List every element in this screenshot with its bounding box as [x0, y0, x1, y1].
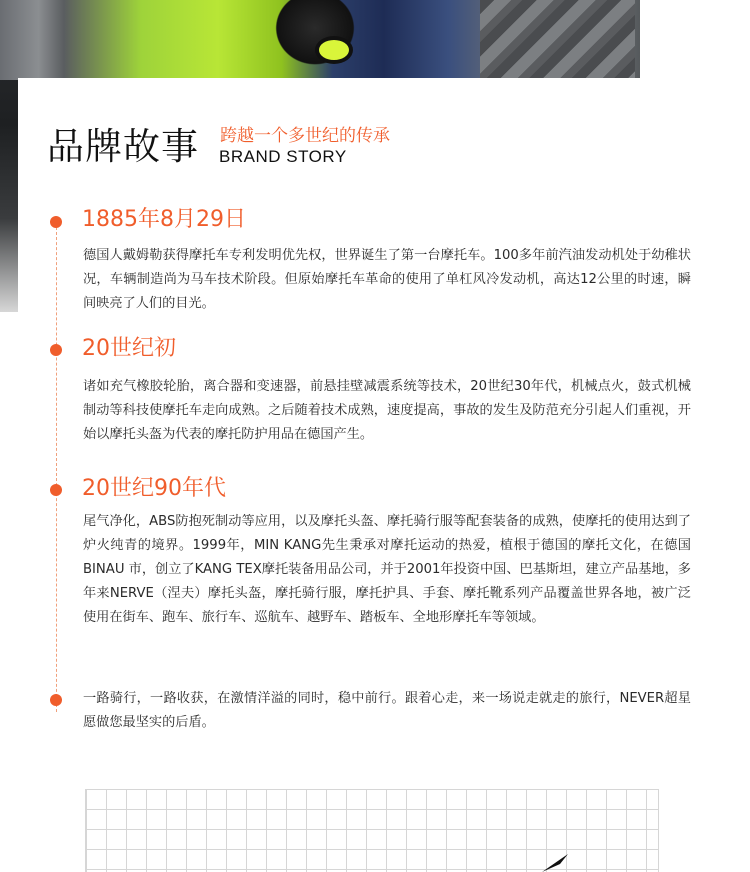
timeline-dot [50, 694, 62, 706]
timeline-text: 德国人戴姆勒获得摩托车专利发明优先权，世界诞生了第一台摩托车。100多年前汽油发动机处于幼稚状况，车辆制造尚为马车技术阶段。但原始摩托车革命的使用了单杠风冷发动机，高达12公里的时速，瞬间映亮了人们的目光。 [83, 248, 691, 311]
page-subtitle-en: BRAND STORY [219, 147, 347, 166]
page-subtitle: 跨越一个多世纪的传承 [220, 126, 390, 146]
timeline-text: 诸如充气橡胶轮胎，离合器和变速器，前悬挂壁减震系统等技术，20世纪30年代，机械点火，鼓式机械制动等科技使摩托车走向成熟。之后随着技术成熟，速度提高，事故的发生及防范充分引起人们重视，开始以摩托头盔为代表的摩托防护用品在德国产生。 [83, 379, 691, 442]
glove-accent [315, 36, 353, 64]
timeline-title: 1885年8月29日 [82, 207, 246, 232]
timeline-dot [50, 484, 62, 496]
timeline-title: 20世纪90年代 [82, 476, 226, 501]
timeline-dot [50, 344, 62, 356]
timeline-dot [50, 216, 62, 228]
timeline-text: 尾气净化，ABS防抱死制动等应用，以及摩托头盔、摩托骑行服等配套装备的成熟，使摩托的使用达到了炉火纯青的境界。1999年，MIN KANG先生秉承对摩托运动的热爱，植根于德国的摩托文化，在德国BINAU 市，创立了KANG TEX摩托装备用品公司，并于2001年投资中国、巴基斯坦，建立产品基地，多年来NERVE（涅夫）摩托头盔，摩托骑行服，摩托护具、手套、摩托靴系列产品覆盖世界各地，被广泛使用在街车、跑车、旅行车、巡航车、越野车、踏板车、全地形摩托车等领域。 [83, 514, 691, 625]
timeline-line [56, 222, 57, 712]
timeline-title: 20世纪初 [82, 336, 176, 361]
motorcycle-detail-image [480, 0, 635, 80]
timeline-text: 一路骑行，一路收获，在激情洋溢的同时，稳中前行。跟着心走，来一场说走就走的旅行，NEVER超星愿做您最坚实的后盾。 [83, 691, 691, 730]
swoosh-stroke [540, 852, 600, 872]
page-title: 品牌故事 [47, 125, 199, 168]
